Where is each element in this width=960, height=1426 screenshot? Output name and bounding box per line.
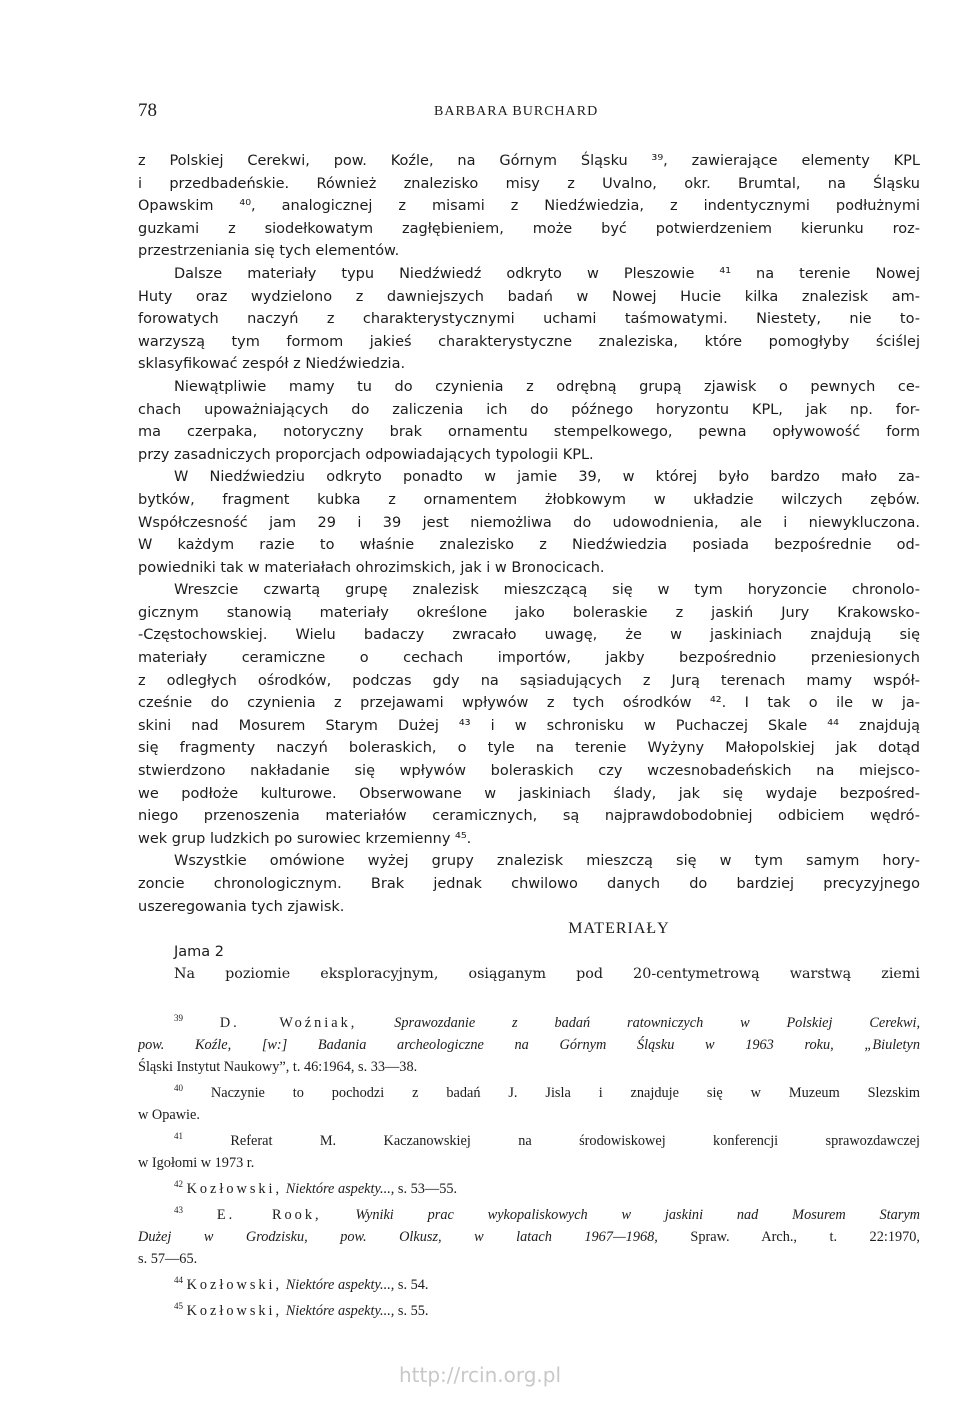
footnote-number: 40 xyxy=(174,1083,183,1093)
text-line: forowatych naczyń z charakterystycznymi uchami taśmowatymi. Niestety, nie to- xyxy=(138,311,920,328)
text-line: z odległych ośrodków, podczas gdy na sąsiadujących z Jurą terenach mamy współ- xyxy=(138,672,920,689)
footnotes xyxy=(138,1012,920,1322)
text-line: Wreszcie czwartą grupę znalezisk mieszczącą się w tym horyzoncie chronolo- xyxy=(174,582,920,599)
text-line: sklasyfikować zespół z Niedźwiedzia. xyxy=(138,356,406,373)
footnote-number: 39 xyxy=(174,1013,183,1023)
text-line: z Polskiej Cerekwi, pow. Koźle, na Górnym Śląsku ³⁹, zawierające elementy KPL xyxy=(138,153,920,169)
footnote-author: Kozłowski, xyxy=(186,1303,283,1319)
footer-watermark-url: http://rcin.org.pl xyxy=(398,1363,562,1387)
footnote-text: s. 55. xyxy=(397,1303,429,1319)
text-line: gicznym stanowią materiały określone jako boleraskie z jaskiń Jury Krakowsko- xyxy=(138,604,920,621)
text-line: chach upoważniających do zaliczenia ich do późnego horyzontu KPL, jak np. for- xyxy=(138,401,920,418)
text-line: skini nad Mosurem Starym Dużej ⁴³ i w schronisku w Puchaczej Skale ⁴⁴ znajdują xyxy=(138,717,920,734)
text-line: Dalsze materiały typu Niedźwiedź odkryto w Pleszowie ⁴¹ na terenie Nowej xyxy=(174,265,920,282)
footnote-number: 41 xyxy=(174,1131,183,1141)
text-line: uszeregowania tych zjawisk. xyxy=(138,898,345,915)
footnote-40 xyxy=(138,1082,920,1104)
footnote-line xyxy=(138,1226,920,1248)
page-number: 78 xyxy=(138,100,157,121)
text-line: powiedniki tak w materiałach ohrozimskich, jak i w Bronocicach. xyxy=(138,559,605,576)
text-line: niego przenoszenia materiałów ceramicznych, są najprawdobodobniej odbiciem wędró- xyxy=(138,808,920,825)
section-heading: MATERIAŁY xyxy=(568,920,670,938)
subheading: Jama 2 xyxy=(174,943,225,960)
text-line: wek grup ludzkich po surowiec krzemienny ⁴⁵. xyxy=(138,830,472,847)
footnote-39 xyxy=(138,1012,920,1034)
body-text xyxy=(138,150,920,986)
text-line: przestrzeniania się tych elementów. xyxy=(138,243,400,260)
text-line: materiały ceramiczne o cechach importów, jakby bezpośrednio przeniesionych xyxy=(138,650,920,667)
footnote-line: s. 57—65. xyxy=(138,1251,198,1267)
footnote-45 xyxy=(138,1300,920,1322)
text-line: guzkami z siodełkowatym zagłębieniem, może być potwierdzeniem kierunku roz- xyxy=(138,220,920,237)
text-line: się fragmenty naczyń boleraskich, o tyle na terenie Wyżyny Małopolskiej jak dotąd xyxy=(138,740,920,757)
footnote-title: Niektóre aspekty..., xyxy=(285,1303,395,1319)
footnote-title: Sprawozdanie z badań ratowniczych w Polskiej Cerekwi, xyxy=(394,1015,920,1031)
footnote-number: 42 xyxy=(174,1179,183,1189)
footnote-text: Spraw. Arch., t. 22:1970, xyxy=(690,1229,920,1245)
footnote-title: Niektóre aspekty..., xyxy=(285,1277,395,1293)
text-line: W każdym razie to właśnie znalezisko z Niedźwiedzia posiada bezpośrednie od- xyxy=(138,537,920,554)
text-line: Niewątpliwie mamy tu do czynienia z odrębną grupą zjawisk o pewnych ce- xyxy=(174,378,920,395)
text-line: Wszystkie omówione wyżej grupy znalezisk mieszczą się w tym samym hory- xyxy=(174,853,920,870)
text-line: bytków, fragment kubka z ornamentem żłobkowym w układzie wilczych zębów. xyxy=(138,491,920,508)
footnote-text: s. 53—55. xyxy=(397,1181,458,1197)
footnote-title: Dużej w Grodzisku, pow. Olkusz, w latach 1967—1968, xyxy=(138,1229,658,1245)
text-line: cześnie do czynienia z przejawami wpływów z tych ośrodków ⁴². I tak o ile w ja- xyxy=(138,695,920,712)
footnote-author: E. Rook, xyxy=(216,1207,322,1223)
footnote-line: w Opawie. xyxy=(138,1107,200,1123)
text-line: warzyszą tym formom jakieś charakterystyczne znaleziska, które pomogłyby ściślej xyxy=(138,333,920,350)
page-header xyxy=(138,100,920,126)
text-line: -Częstochowskiej. Wielu badaczy zwracało uwagę, że w jaskiniach znajdują się xyxy=(138,627,920,644)
footnote-author: Kozłowski, xyxy=(186,1181,283,1197)
footnote-author: Kozłowski, xyxy=(186,1277,283,1293)
text-line: ma czerpaka, notoryczny brak ornamentu stempelkowego, pewna opływowość form xyxy=(138,424,920,441)
footnote-text: Referat M. Kaczanowskiej na środowiskowej konferencji sprawozdawczej xyxy=(230,1133,920,1149)
footnote-title: Wyniki prac wykopaliskowych w jaskini nad Mosurem Starym xyxy=(355,1207,920,1223)
footnote-author: D. Woźniak, xyxy=(219,1015,358,1031)
footnote-44 xyxy=(138,1274,920,1296)
text-line: stwierdzono nakładanie się wpływów boleraskich czy wczesnobadeńskich na miejsco- xyxy=(138,763,920,780)
text-line: przy zasadniczych proporcjach odpowiadających typologii KPL. xyxy=(138,446,594,463)
text-line: i przedbadeńskie. Również znalezisko misy z Uvalno, okr. Brumtal, na Śląsku xyxy=(138,175,920,192)
text-line: zoncie chronologicznym. Brak jednak chwilowo danych do bardziej precyzyjnego xyxy=(138,876,920,892)
footnote-line: w Igołomi w 1973 r. xyxy=(138,1155,255,1171)
footnote-line: pow. Koźle, [w:] Badania archeologiczne na Górnym Śląsku w 1963 roku, „Biuletyn xyxy=(138,1037,920,1053)
text-line: we podłoże kulturowe. Obserwowane w jaskiniach ślady, jak się wydaje bezpośred- xyxy=(138,785,920,802)
footnote-number: 45 xyxy=(174,1301,183,1311)
text-line: W Niedźwiedziu odkryto ponadto w jamie 39, w której było bardzo mało za- xyxy=(174,469,920,486)
footnote-number: 43 xyxy=(174,1205,183,1215)
text-line: Współczesność jam 29 i 39 jest niemożliwa do udowodnienia, ale i niewykluczona. xyxy=(138,514,920,531)
text-line: Huty oraz wydzielono z dawniejszych badań w Nowej Hucie kilka znalezisk am- xyxy=(138,288,920,305)
footnote-title: Niektóre aspekty..., xyxy=(285,1181,395,1197)
footnote-41 xyxy=(138,1130,920,1152)
footnote-text: s. 54. xyxy=(397,1277,429,1293)
footnote-text: Naczynie to pochodzi z badań J. Jisla i znajduje się w Muzeum Slezskim xyxy=(210,1085,920,1101)
footnote-number: 44 xyxy=(174,1275,183,1285)
running-head: BARBARA BURCHARD xyxy=(434,104,599,119)
text-line: Opawskim ⁴⁰, analogicznej z misami z Niedźwiedzia, z indentycznymi podłużnymi xyxy=(138,198,920,215)
footnote-42 xyxy=(138,1178,920,1200)
text-line: Na poziomie eksploracyjnym, osiąganym pod 20-centymetrową warstwą ziemi xyxy=(174,966,920,983)
footnote-line: Śląski Instytut Naukowy”, t. 46:1964, s. 33—38. xyxy=(138,1059,418,1075)
footnote-43 xyxy=(138,1204,920,1226)
